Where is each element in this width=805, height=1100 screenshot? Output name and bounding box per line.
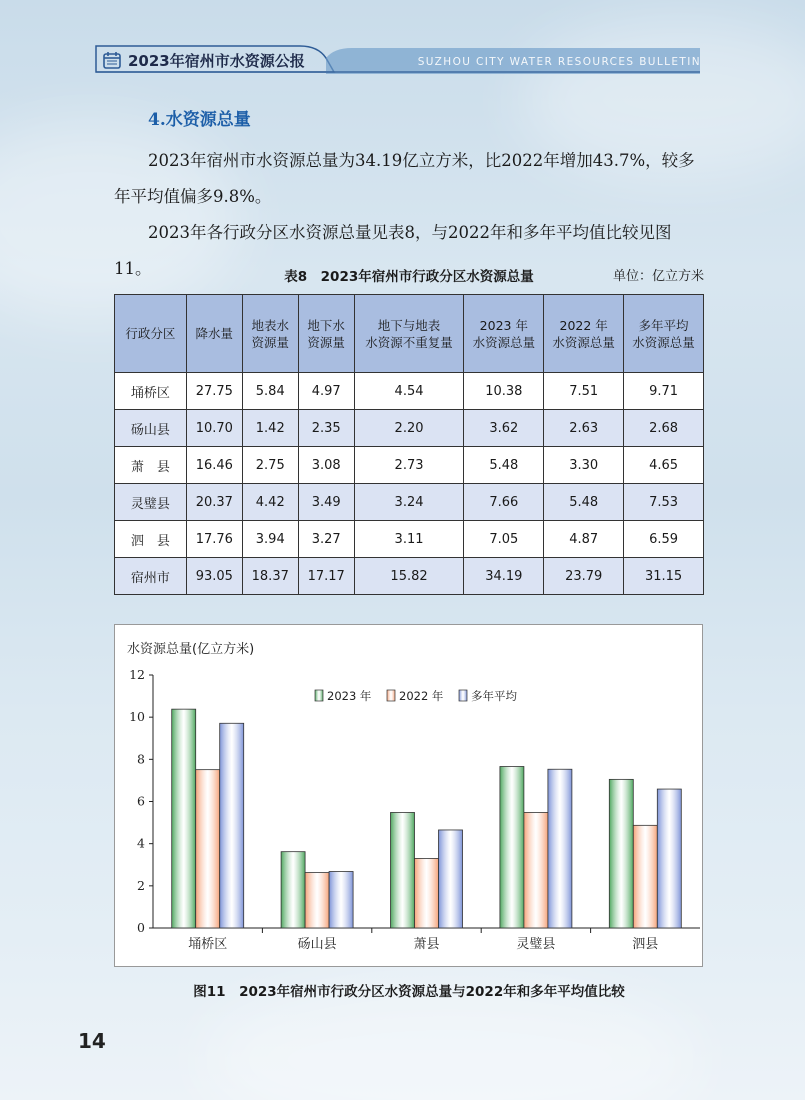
table-cell: 5.48 [464,447,544,484]
table-cell: 34.19 [464,558,544,595]
table-row [115,484,704,521]
table-caption: 表8 2023年宿州市行政分区水资源总量 [284,269,534,285]
table-cell: 5.48 [544,484,624,521]
x-tick-label: 埇桥区 [188,937,228,952]
bar [172,709,196,928]
table-cell: 2.73 [354,447,464,484]
table-header-cell: 多年平均 水资源总量 [624,295,704,373]
table-cell: 10.38 [464,373,544,410]
figure-caption: 图11 2023年宿州市行政分区水资源总量与2022年和多年平均值比较 [193,984,625,1000]
y-tick-label: 2 [137,877,145,893]
paragraph-reference: 2023年各行政分区水资源总量见表8，与2022年和多年平均值比较见图11。 [114,223,672,278]
table-cell: 4.54 [354,373,464,410]
table-cell: 萧 县 [115,447,187,484]
table-cell: 3.08 [298,447,354,484]
table-caption-row [114,265,704,285]
bar [415,858,439,928]
table-cell: 17.76 [186,521,242,558]
table-cell: 2.75 [242,447,298,484]
table-cell: 10.70 [186,410,242,447]
table-cell: 7.66 [464,484,544,521]
table-header-cell: 降水量 [186,295,242,373]
table-row [115,558,704,595]
y-tick-label: 4 [137,835,145,851]
table-cell: 2.68 [624,410,704,447]
table-cell: 4.42 [242,484,298,521]
table-cell: 3.49 [298,484,354,521]
table-cell: 3.24 [354,484,464,521]
legend-label: 2022 年 [399,689,444,703]
bar [329,871,353,928]
table-cell: 泗 县 [115,521,187,558]
table-cell: 6.59 [624,521,704,558]
bar [500,767,524,928]
bar [609,779,633,928]
table-cell: 7.53 [624,484,704,521]
table-cell: 3.30 [544,447,624,484]
y-tick-label: 10 [129,709,145,725]
table-header-cell: 地表水 资源量 [242,295,298,373]
table-header-cell: 2022 年 水资源总量 [544,295,624,373]
legend-swatch [459,690,467,701]
x-tick-label: 萧县 [413,937,440,952]
table-cell: 93.05 [186,558,242,595]
table-cell: 4.97 [298,373,354,410]
chart-canvas [115,625,704,968]
bulletin-subtitle: SUZHOU CITY WATER RESOURCES BULLETIN [417,56,701,68]
table-cell: 2.20 [354,410,464,447]
bar [196,770,220,928]
legend-swatch [387,690,395,701]
calendar-icon [102,50,122,70]
legend-label: 2023 年 [327,689,372,703]
y-axis-label: 水资源总量(亿立方米) [127,642,255,657]
y-tick-label: 0 [137,920,145,935]
bar [220,723,244,928]
y-tick-label: 6 [137,793,145,809]
table-cell: 7.51 [544,373,624,410]
table-cell: 砀山县 [115,410,187,447]
table-cell: 18.37 [242,558,298,595]
table-cell: 3.94 [242,521,298,558]
table-header-cell: 地下水 资源量 [298,295,354,373]
table-cell: 7.05 [464,521,544,558]
bulletin-title: 2023年宿州市水资源公报 [128,52,305,70]
page-number: 14 [78,1029,106,1053]
bar [633,825,657,928]
table-cell: 16.46 [186,447,242,484]
paragraph-total: 2023年宿州市水资源总量为34.19亿立方米，比2022年增加43.7%，较多年平均值偏多9.8%。 [114,151,695,206]
bar [524,812,548,928]
table-header-cell: 地下与地表 水资源不重复量 [354,295,464,373]
section-title: 4.水资源总量 [148,110,251,130]
table-row [115,521,704,558]
table-cell: 15.82 [354,558,464,595]
bar [305,873,329,928]
table-cell: 27.75 [186,373,242,410]
table-cell: 3.62 [464,410,544,447]
table-cell: 3.27 [298,521,354,558]
table-row [115,410,704,447]
bar [439,830,463,928]
page-header [0,40,805,82]
table-cell: 31.15 [624,558,704,595]
table-cell: 5.84 [242,373,298,410]
bar [281,852,305,928]
table-cell: 埇桥区 [115,373,187,410]
table-cell: 2.63 [544,410,624,447]
legend-label: 多年平均 [471,689,517,703]
table-cell: 宿州市 [115,558,187,595]
table-cell: 2.35 [298,410,354,447]
table-row [115,447,704,484]
table-cell: 灵璧县 [115,484,187,521]
table-cell: 9.71 [624,373,704,410]
table-cell: 3.11 [354,521,464,558]
table-cell: 20.37 [186,484,242,521]
x-tick-label: 灵璧县 [516,937,556,952]
water-resources-table [114,294,704,595]
y-tick-label: 12 [129,667,145,682]
table-row [115,373,704,410]
table-cell: 1.42 [242,410,298,447]
table-header-row [115,295,704,373]
table-cell: 23.79 [544,558,624,595]
bar [548,769,572,928]
table-cell: 4.87 [544,521,624,558]
table-header-cell: 行政分区 [115,295,187,373]
table-cell: 4.65 [624,447,704,484]
x-tick-label: 砀山县 [297,937,337,952]
table-unit: 单位：亿立方米 [612,269,704,284]
bar-chart [114,624,703,967]
y-tick-label: 8 [137,751,145,767]
table-cell: 17.17 [298,558,354,595]
legend-swatch [315,690,323,701]
bar [657,789,681,928]
bar [391,812,415,928]
table-header-cell: 2023 年 水资源总量 [464,295,544,373]
x-tick-label: 泗县 [632,937,659,952]
